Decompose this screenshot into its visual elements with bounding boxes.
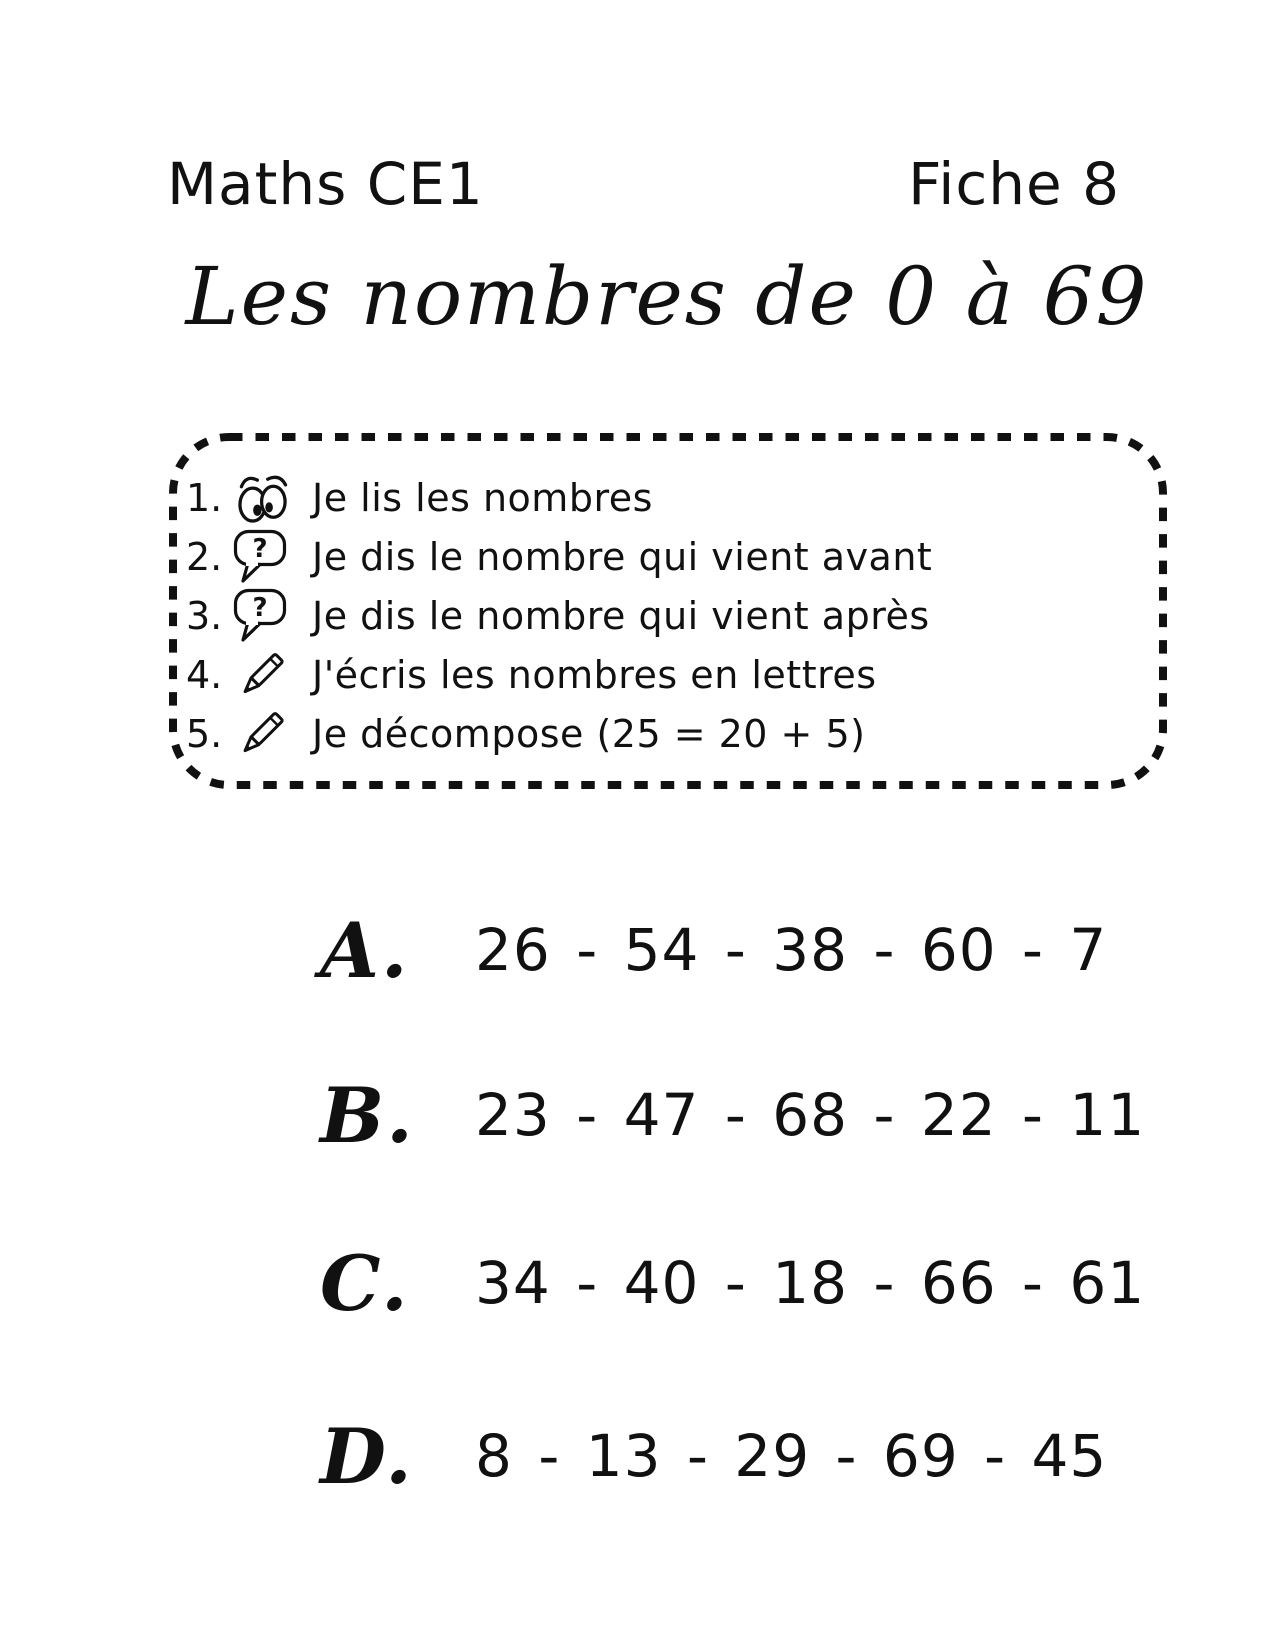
exercise-label: B. [320, 1070, 415, 1160]
pencil-icon [232, 705, 312, 763]
speech-question-icon [232, 587, 312, 645]
item-number: 5. [186, 711, 223, 756]
worksheet-title: Les nombres de 0 à 69 [185, 250, 1149, 343]
item-number: 1. [186, 475, 223, 520]
exercise-numbers: 23 - 47 - 68 - 22 - 11 [475, 1081, 1146, 1149]
instruction-text: Je décompose (25 = 20 + 5) [312, 711, 866, 756]
svg-text:?: ? [252, 592, 268, 623]
svg-text:?: ? [252, 533, 268, 564]
instruction-item [182, 586, 1158, 645]
exercise-numbers: 34 - 40 - 18 - 66 - 61 [475, 1249, 1146, 1317]
item-number: 2. [186, 534, 223, 579]
header-sheet-number: Fiche 8 [908, 150, 1120, 218]
instruction-list [182, 468, 1158, 763]
instruction-text: Je lis les nombres [312, 475, 653, 520]
instruction-text: Je dis le nombre qui vient avant [312, 534, 933, 579]
item-number: 4. [186, 652, 223, 697]
item-number: 3. [186, 593, 223, 638]
instruction-text: Je dis le nombre qui vient après [312, 593, 930, 638]
instruction-item [182, 468, 1158, 527]
exercise-row-d [320, 1408, 1107, 1504]
exercise-label: D. [320, 1411, 414, 1501]
exercise-label: A. [320, 905, 410, 995]
instruction-item [182, 645, 1158, 704]
eyes-icon [232, 470, 312, 526]
instruction-text: J'écris les nombres en lettres [312, 652, 877, 697]
pencil-icon [232, 646, 312, 704]
speech-question-icon [232, 528, 312, 586]
header-course: Maths CE1 [167, 150, 484, 218]
exercise-row-a [320, 902, 1107, 998]
exercise-row-b [320, 1067, 1145, 1163]
exercise-row-c [320, 1235, 1145, 1331]
exercise-numbers: 8 - 13 - 29 - 69 - 45 [475, 1422, 1108, 1490]
exercise-label: C. [320, 1238, 410, 1328]
exercise-numbers: 26 - 54 - 38 - 60 - 7 [475, 916, 1108, 984]
instructions-box [168, 432, 1168, 790]
instruction-item [182, 527, 1158, 586]
instruction-item [182, 704, 1158, 763]
